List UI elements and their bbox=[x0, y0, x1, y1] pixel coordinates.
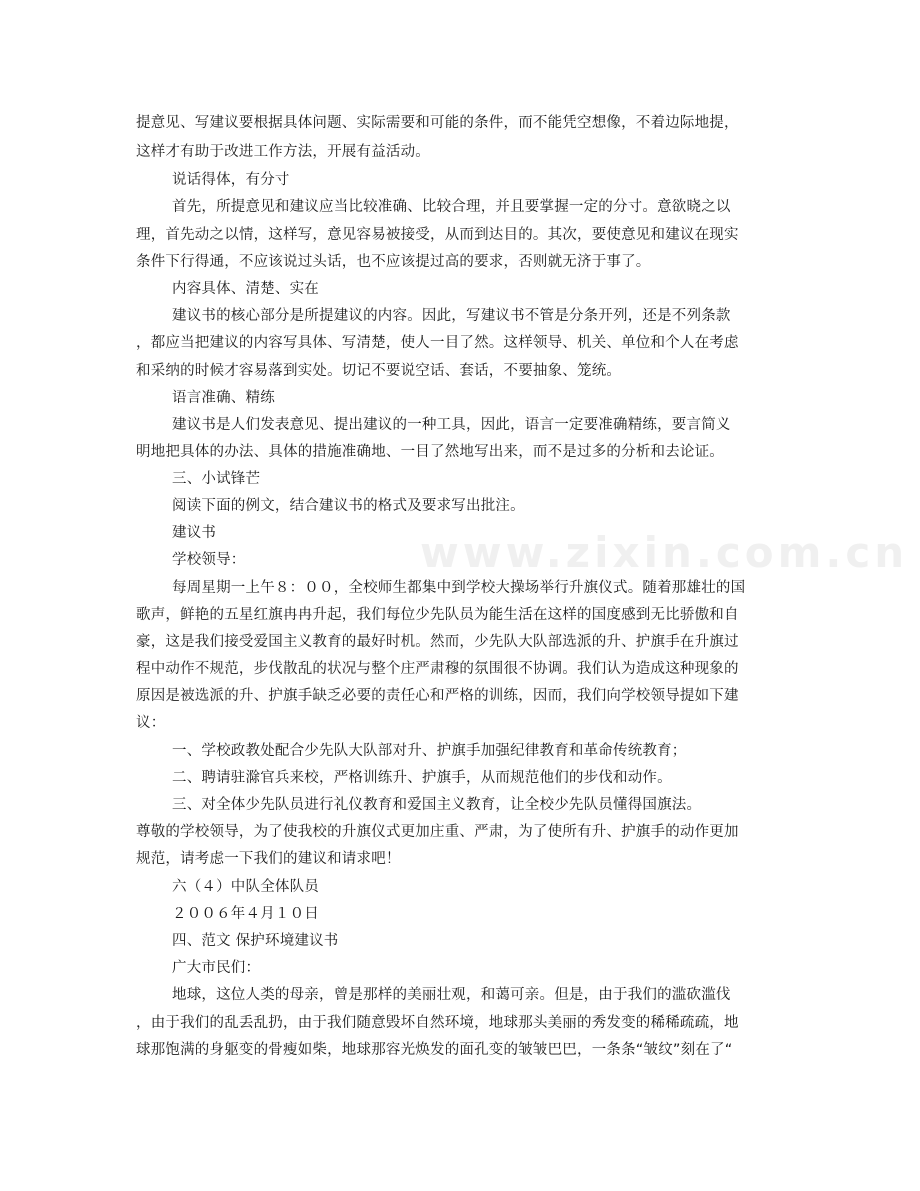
section-heading: 四、范文 保护环境建议书 bbox=[172, 933, 339, 949]
letter-salutation: 广大市民们： bbox=[172, 960, 261, 976]
letter-signature: 六（４）中队全体队员 bbox=[172, 879, 319, 895]
paragraph-line: 提意见、写建议要根据具体问题、实际需要和可能的条件，而不能凭空想像，不着边际地提， bbox=[136, 115, 739, 131]
paragraph-line: 议： bbox=[136, 715, 166, 731]
paragraph-line: 阅读下面的例文，结合建议书的格式及要求写出批注。 bbox=[172, 498, 525, 514]
paragraph-line: ，都应当把建议的内容写具体、写清楚，使人一目了然。这样领导、机关、单位和个人在考虑 bbox=[136, 335, 739, 351]
watermark-text: www.zixin.com.cn bbox=[420, 528, 909, 577]
paragraph-line: 程中动作不规范，步伐散乱的状况与整个庄严肃穆的氛围很不协调。我们认为造成这种现象的 bbox=[136, 661, 739, 677]
paragraph-line: 规范，请考虑一下我们的建议和请求吧！ bbox=[136, 851, 401, 867]
paragraph-line: 明地把具体的办法、具体的措施准确地、一目了然地写出来，而不是过多的分析和去论证。 bbox=[136, 444, 724, 460]
paragraph-line: 和采纳的时候才容易落到实处。切记不要说空话、套话，不要抽象、笼统。 bbox=[136, 363, 622, 379]
letter-title: 建议书 bbox=[172, 525, 217, 541]
paragraph-line: 尊敬的学校领导，为了使我校的升旗仪式更加庄重、严肃，为了使所有升、护旗手的动作更加 bbox=[136, 824, 739, 840]
paragraph-line: 歌声，鲜艳的五星红旗冉冉升起，我们每位少先队员为能生活在这样的国度感到无比骄傲和自 bbox=[136, 607, 739, 623]
paragraph-line: 原因是被选派的升、护旗手缺乏必要的责任心和严格的训练，因而，我们向学校领导提如下建 bbox=[136, 688, 739, 704]
letter-salutation: 学校领导： bbox=[172, 552, 246, 568]
letter-date: ２００６年４月１０日 bbox=[172, 906, 319, 922]
paragraph-line: 每周星期一上午８：００，全校师生都集中到学校大操场举行升旗仪式。随着那雄壮的国 bbox=[172, 580, 746, 596]
list-item: 一、学校政教处配合少先队大队部对升、护旗手加强纪律教育和革命传统教育； bbox=[172, 743, 687, 759]
section-heading: 内容具体、清楚、实在 bbox=[172, 281, 319, 297]
paragraph-line: 豪，这是我们接受爱国主义教育的最好时机。然而，少先队大队部选派的升、护旗手在升旗过 bbox=[136, 634, 739, 650]
paragraph-line: 首先，所提意见和建议应当比较准确、比较合理，并且要掌握一定的分寸。意欲晓之以 bbox=[172, 199, 731, 215]
paragraph-line: 这样才有助于改进工作方法，开展有益活动。 bbox=[136, 144, 430, 160]
paragraph-line: 理，首先动之以情，这样写，意见容易被接受，从而到达目的。其次，要使意见和建议在现实 bbox=[136, 227, 739, 243]
section-heading: 三、小试锋芒 bbox=[172, 471, 261, 487]
list-item: 三、对全体少先队员进行礼仪教育和爱国主义教育，让全校少先队员懂得国旗法。 bbox=[172, 797, 702, 813]
paragraph-line: 建议书的核心部分是所提建议的内容。因此，写建议书不管是分条开列，还是不列条款 bbox=[172, 308, 731, 324]
paragraph-line: 球那饱满的身躯变的骨瘦如柴，地球那容光焕发的面孔变的皱皱巴巴，一条条“皱纹”刻在了“ bbox=[136, 1042, 733, 1058]
paragraph-line: ，由于我们的乱丢乱扔，由于我们随意毁坏自然环境，地球那头美丽的秀发变的稀稀疏疏，地 bbox=[136, 1015, 739, 1031]
section-heading: 语言准确、精练 bbox=[172, 390, 275, 406]
section-heading: 说话得体，有分寸 bbox=[172, 172, 290, 188]
paragraph-line: 地球，这位人类的母亲，曾是那样的美丽壮观，和蔼可亲。但是，由于我们的滥砍滥伐 bbox=[172, 987, 731, 1003]
paragraph-line: 建议书是人们发表意见、提出建议的一种工具，因此，语言一定要准确精练，要言简义 bbox=[172, 417, 731, 433]
paragraph-line: 条件下行得通，不应该说过头话，也不应该提过高的要求，否则就无济于事了。 bbox=[136, 254, 651, 270]
list-item: 二、聘请驻滁官兵来校，严格训练升、护旗手，从而规范他们的步伐和动作。 bbox=[172, 770, 672, 786]
